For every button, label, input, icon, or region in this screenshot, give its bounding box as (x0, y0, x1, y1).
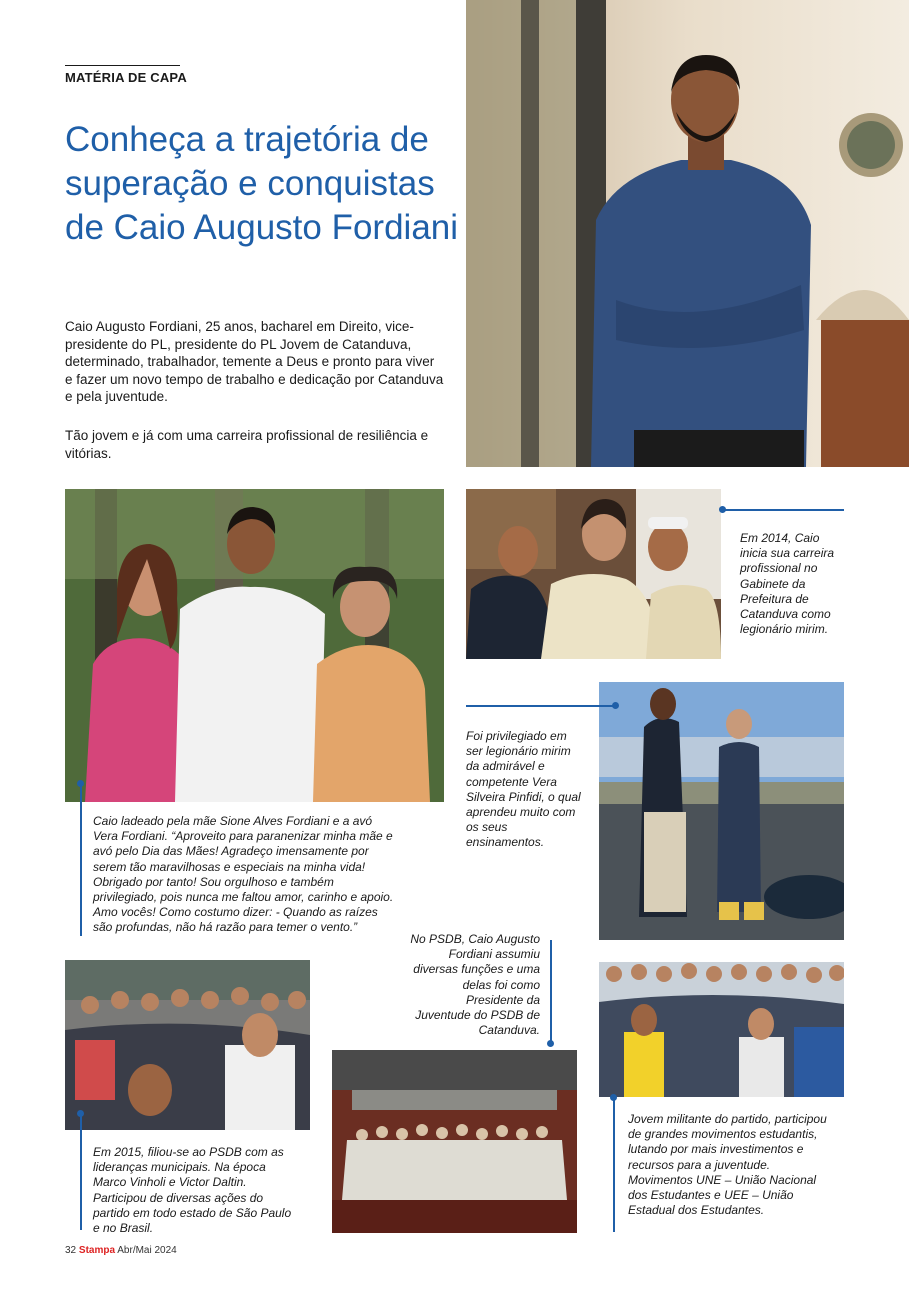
caption-2014-line (724, 509, 844, 511)
caption-family-line (80, 783, 82, 936)
caption-psdb-role-line (550, 940, 552, 1045)
section-rule (65, 65, 180, 66)
caption-legionario: Foi privilegiado em ser legionário mirim da admirável e competente Vera Silveira Pinfidi, o qual aprendeu muito com os seus ensinamentos. (466, 729, 581, 850)
caption-militante-dot (610, 1094, 617, 1101)
caption-2014: Em 2014, Caio inicia sua carreira profissional no Gabinete da Prefeitura de Catanduva como legionário mirim. (740, 531, 835, 637)
edition-label: Abr/Mai 2024 (117, 1245, 177, 1256)
group-photo-2015 (65, 960, 310, 1130)
article-title: Conheça a trajetória de superação e conquistas de Caio Augusto Fordiani (65, 120, 459, 247)
caption-2015: Em 2015, filiou-se ao PSDB com as lideranças municipais. Na época Marco Vinholi e Victor Daltin. Participou de diversas ações do partido em todo estado de São Paulo e no Brasil. (93, 1145, 292, 1236)
page-number: 32 (65, 1245, 77, 1256)
caption-family: Caio ladeado pela mãe Sione Alves Fordiani e a avó Vera Fordiani. “Aproveito para paranenizar minha mãe e avó pelo Dia das Mães! Agradeço imensamente por serem tão maravilhosas e especiais na minha vida! Obrigado por tanto! Sou orgulhoso e também privilegiado, pois nunca me faltou amor, carinho e apoio. Amo vocês! Como costumo dizer: - Quando as raízes são profundas, não há razão para temer o vento.” (93, 814, 394, 935)
caption-legionario-line (466, 705, 616, 707)
section-label: MATÉRIA DE CAPA (65, 70, 187, 85)
magazine-brand: Stampa (78, 1245, 116, 1256)
page-footer (65, 1245, 177, 1256)
caption-psdb-role-dot (547, 1040, 554, 1047)
caption-2014-dot (719, 506, 726, 513)
auditorium-photo (332, 1050, 577, 1233)
caption-legionario-dot (612, 702, 619, 709)
caption-psdb-role: No PSDB, Caio Augusto Fordiani assumiu diversas funções e uma delas foi como Presidente da Juventude do PSDB de Catanduva. (410, 932, 540, 1038)
caption-militante-line (613, 1097, 615, 1232)
family-photo (65, 489, 444, 802)
caption-2015-line (80, 1113, 82, 1230)
caption-family-dot (77, 780, 84, 787)
caption-2015-dot (77, 1110, 84, 1117)
students-photo (599, 962, 844, 1097)
article-intro: Caio Augusto Fordiani, 25 anos, bacharel em Direito, vice-presidente do PL, presidente do PL Jovem de Catanduva, determinado, trabalhador, temente a Deus e pronto para viver e fazer um novo tempo de trabalho e dedicação por Catanduva e pela juventude. (65, 319, 444, 404)
group-photo-2014 (466, 489, 721, 659)
caption-militante: Jovem militante do partido, participou de grandes movimentos estudantis, lutando por mais investimentos e recursos para a juventude. Movimentos UNE – União Nacional dos Estudantes e UEE – União Estadual dos Estudantes. (628, 1112, 827, 1218)
article-intro-2: Tão jovem e já com uma carreira profissional de resiliência e vitórias. (65, 428, 429, 461)
hero-photo (466, 0, 909, 467)
legionario-photo (599, 682, 844, 940)
